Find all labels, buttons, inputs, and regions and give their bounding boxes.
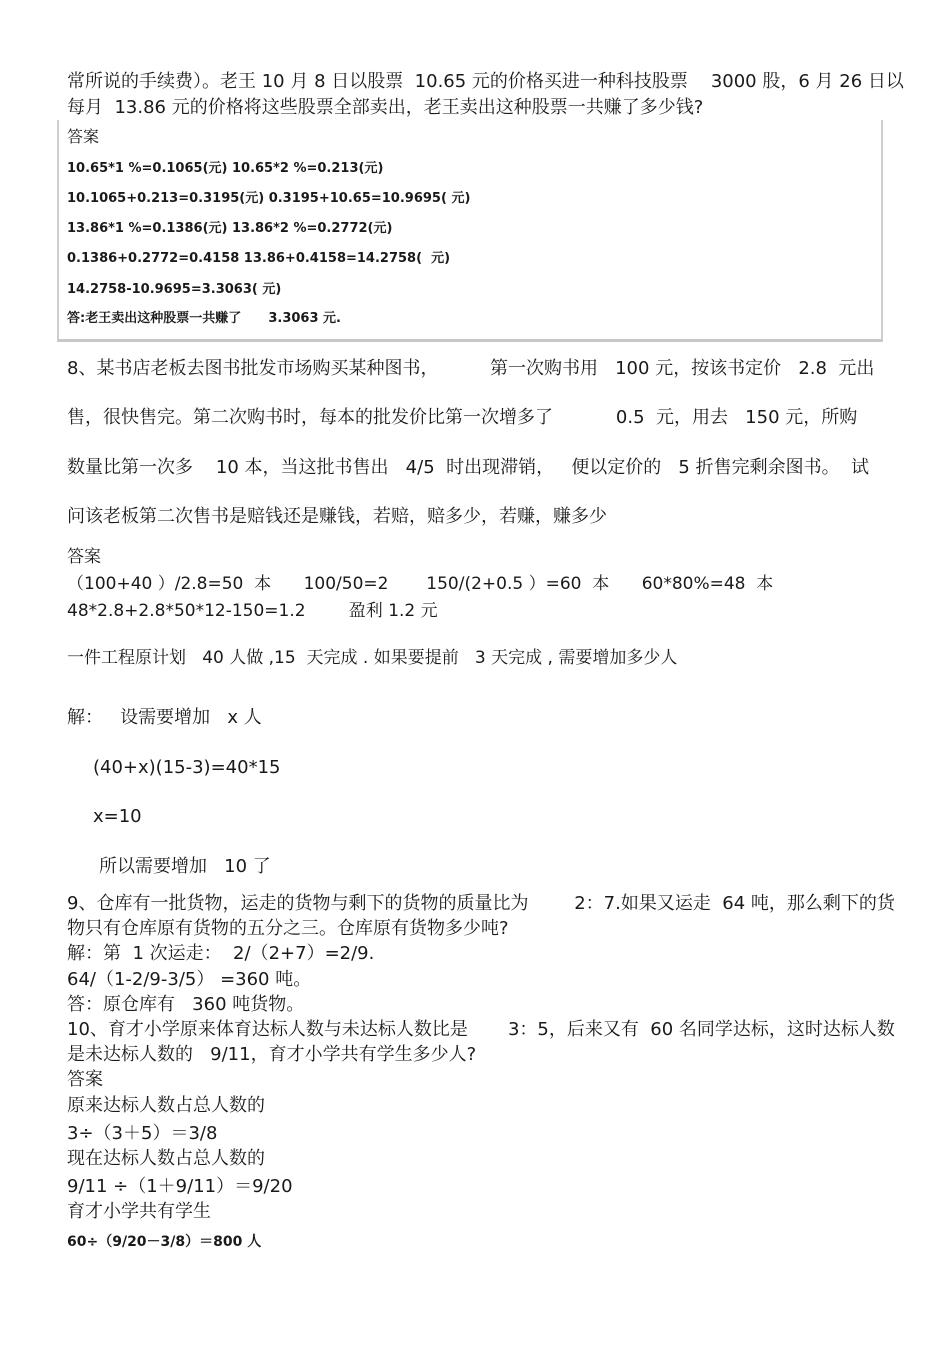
q8-answer-line: （100+40 ）/2.8=50 本 100/50=2 150/(2+0.5 ）=60 本 60*80%=48 本: [67, 574, 774, 594]
answer-conclusion: 答:老王卖出这种股票一共赚了 3.3063 元.: [67, 311, 341, 326]
q10-line-4: 原来达标人数占总人数的: [67, 1095, 265, 1116]
project-conclusion: 所以需要增加 10 了: [99, 856, 271, 877]
answer-line: 0.1386+0.2772=0.4158 13.86+0.4158=14.2758( 元): [67, 251, 451, 266]
q10-answer-label: 答案: [67, 1069, 103, 1090]
q9-line-3: 解：第 1 次运走： 2/（2+7）=2/9.: [67, 943, 375, 964]
answer-line: 10.1065+0.213=0.3195(元) 0.3195+10.65=10.9695( 元): [67, 191, 471, 206]
answer-line: 14.2758-10.9695=3.3063( 元): [67, 282, 282, 297]
answer-line: 13.86*1 %=0.1386(元) 13.86*2 %=0.2772(元): [67, 221, 393, 236]
q10-line-6: 现在达标人数占总人数的: [67, 1148, 265, 1169]
intro-line-2: 每月 13.86 元的价格将这些股票全部卖出，老王卖出这种股票一共赚了多少钱?: [67, 97, 704, 118]
q8-answer-line: 48*2.8+2.8*50*12-150=1.2 盈利 1.2 元: [67, 601, 438, 621]
q10-final: 60÷（9/20－3/8）＝800 人: [67, 1234, 262, 1250]
project-equation-2: x=10: [93, 806, 142, 827]
q9-line-4: 64/（1-2/9-3/5） =360 吨。: [67, 969, 312, 990]
project-equation-1: (40+x)(15-3)=40*15: [93, 757, 281, 778]
q10-line-1: 10、育才小学原来体育达标人数与未达标人数比是 3：5，后来又有 60 名同学达标，这时达标人数: [67, 1019, 895, 1040]
q9-line-5: 答：原仓库有 360 吨货物。: [67, 994, 305, 1015]
answer-box: [57, 120, 883, 342]
q8-line-4: 问该老板第二次售书是赔钱还是赚钱，若赔，赔多少，若赚，赚多少: [67, 506, 607, 527]
q10-line-5: 3÷（3＋5）＝3/8: [67, 1123, 218, 1144]
answer-label: 答案: [67, 127, 100, 146]
q8-line-2: 售，很快售完。第二次购书时，每本的批发价比第一次增多了 0.5 元，用去 150 元，所购: [67, 407, 858, 428]
q9-line-1: 9、仓库有一批货物，运走的货物与剩下的货物的质量比为 2：7.如果又运走 64 吨，那么剩下的货: [67, 893, 895, 914]
q10-line-8: 育才小学共有学生: [67, 1201, 211, 1222]
intro-line-1: 常所说的手续费）。老王 10 月 8 日以股票 10.65 元的价格买进一种科技股票 3000 股，6 月 26 日以: [67, 71, 904, 92]
q9-line-2: 物只有仓库原有货物的五分之三。仓库原有货物多少吨?: [67, 918, 509, 939]
project-question: 一件工程原计划 40 人做 ,15 天完成 . 如果要提前 3 天完成 , 需要增加多少人: [67, 648, 678, 668]
q10-line-2: 是未达标人数的 9/11，育才小学共有学生多少人?: [67, 1044, 477, 1065]
project-solve: 解： 设需要增加 x 人: [67, 707, 262, 728]
q8-answer-label: 答案: [67, 547, 101, 567]
q8-line-3: 数量比第一次多 10 本，当这批书售出 4/5 时出现滞销， 便以定价的 5 折售完剩余图书。 试: [67, 457, 870, 478]
q8-line-1: 8、某书店老板去图书批发市场购买某种图书， 第一次购书用 100 元，按该书定价 2.8 元出: [67, 358, 875, 379]
answer-line: 10.65*1 %=0.1065(元) 10.65*2 %=0.213(元): [67, 161, 384, 176]
q10-line-7: 9/11 ÷（1＋9/11）＝9/20: [67, 1176, 293, 1197]
